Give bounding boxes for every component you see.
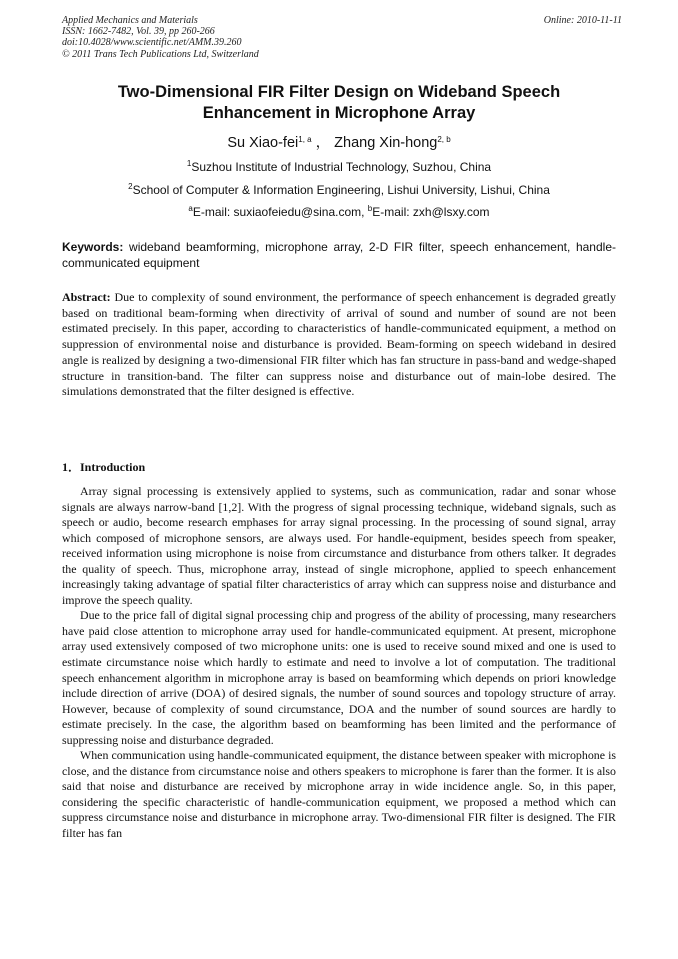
journal-issn: ISSN: 1662-7482, Vol. 39, pp 260-266	[62, 26, 215, 38]
abstract-label: Abstract:	[62, 290, 111, 304]
paper-title	[62, 82, 616, 124]
author-list	[62, 134, 616, 152]
keywords-label: Keywords:	[62, 240, 124, 254]
affiliation-superscript: 1	[186, 159, 192, 168]
affiliation-2	[62, 183, 616, 198]
paragraph: Array signal processing is extensively applied to systems, such as communication, radar and sonar whose signals are always narrow-band [1,2]. With the progress of signal processing technique, wideband signals, such as speech or audio, become research emphases for array signal processing. In the processing of sound signal, array which composed of microphone sensors, are always used. For handle-equipment, besides speech from speaker, received information using microphone is noise from circumstance and disturbance from others talker. It degrades the quality of speech. Thus, microphone array, instead of single microphone, applied to speech enhancement increasingly taking advantage of spatial filter characteristics of array which can suppress noise and disturbance and improve the speech quality.	[62, 484, 616, 607]
paragraph: When communication using handle-communicated equipment, the distance between speaker with microphone is close, and the distance from circumstance noise and others speakers to microphone is farer than the former. It is also said that noise and disturbance are received by microphone array in wide incidence angle. So, in this paper, considering the specific characteristic of handle-communication equipment, we proposed a method which can suppress circumstance noise and disturbance in microphone array. Two-dimensional FIR filter is designed. The FIR filter has fan	[62, 748, 616, 841]
email-text: E-mail: zxh@lsxy.com	[372, 205, 490, 219]
author-name: Su Xiao-fei	[227, 135, 299, 151]
keywords	[62, 240, 616, 271]
email-line	[62, 205, 616, 220]
online-date: Online: 2010-11-11	[543, 15, 622, 26]
title-line-1: Two-Dimensional FIR Filter Design on Wideband Speech	[117, 83, 561, 101]
abstract	[62, 290, 616, 400]
author-superscript: 2, b	[437, 135, 451, 144]
author-separator: ，	[311, 135, 335, 151]
email-superscript: a	[188, 204, 193, 213]
journal-copyright: © 2011 Trans Tech Publications Ltd, Switzerland	[62, 48, 259, 60]
paragraph: Due to the price fall of digital signal processing chip and progress of the ability of processing, many researchers have paid close attention to microphone array used for handle-communicated equipment. At present, microphone array used extensively composed of two microphone units: one is used to receive sound mixed and one is used to estimate circumstance noise which hardly to estimate and need to involve a lot of computation. The traditional speech enhancement algorithm in microphone array is based on beamforming which depends on priori knowledge include direction of arrive (DOA) of desired signals, the number of sound sources and topology structure of array. However, because of complexity of sound circumstance, DOA and the number of sound sources are hardly to estimate precisely. In the case, the algorithm based on beamforming has been limited and the performance of suppressing noise and disturbance degraded.	[62, 608, 616, 747]
section-heading: 1．Introduction	[62, 460, 146, 474]
email-superscript: b	[367, 204, 373, 213]
affiliation-1	[62, 160, 616, 175]
title-line-2: Enhancement in Microphone Array	[202, 104, 476, 122]
keywords-text: wideband beamforming, microphone array, 2-D FIR filter, speech enhancement, handle-communicated equipment	[62, 240, 616, 270]
email-text: E-mail: suxiaofeiedu@sina.com,	[192, 205, 368, 219]
abstract-text: Due to complexity of sound environment, the performance of speech enhancement is degraded greatly based on traditional beam-forming when directivity of arrival of sound and number of sound are not been estimated precisely. In this paper, according to characteristics of handle-communicated equipment, a method on suppression of environmental noise and disturbance is provided. Beam-forming on speech wideband in desired angle is realized by designing a two-dimensional FIR filter which has fan structure in pass-band and wedge-shaped structure in transition-band. The filter can suppress noise and disturbance out of main-lobe desired. The simulations demonstrated that the filter designed is effective.	[62, 290, 616, 399]
journal-header	[62, 15, 622, 60]
author-name: Zhang Xin-hong	[334, 135, 438, 151]
affiliation-text: School of Computer & Information Engineering, Lishui University, Lishui, China	[132, 183, 550, 197]
journal-name: Applied Mechanics and Materials	[62, 15, 198, 26]
affiliation-superscript: 2	[128, 182, 133, 191]
introduction-body	[62, 484, 616, 842]
journal-doi: doi:10.4028/www.scientific.net/AMM.39.260	[62, 37, 242, 49]
author-superscript: 1, a	[298, 135, 312, 144]
affiliation-text: Suzhou Institute of Industrial Technology, Suzhou, China	[191, 160, 492, 174]
